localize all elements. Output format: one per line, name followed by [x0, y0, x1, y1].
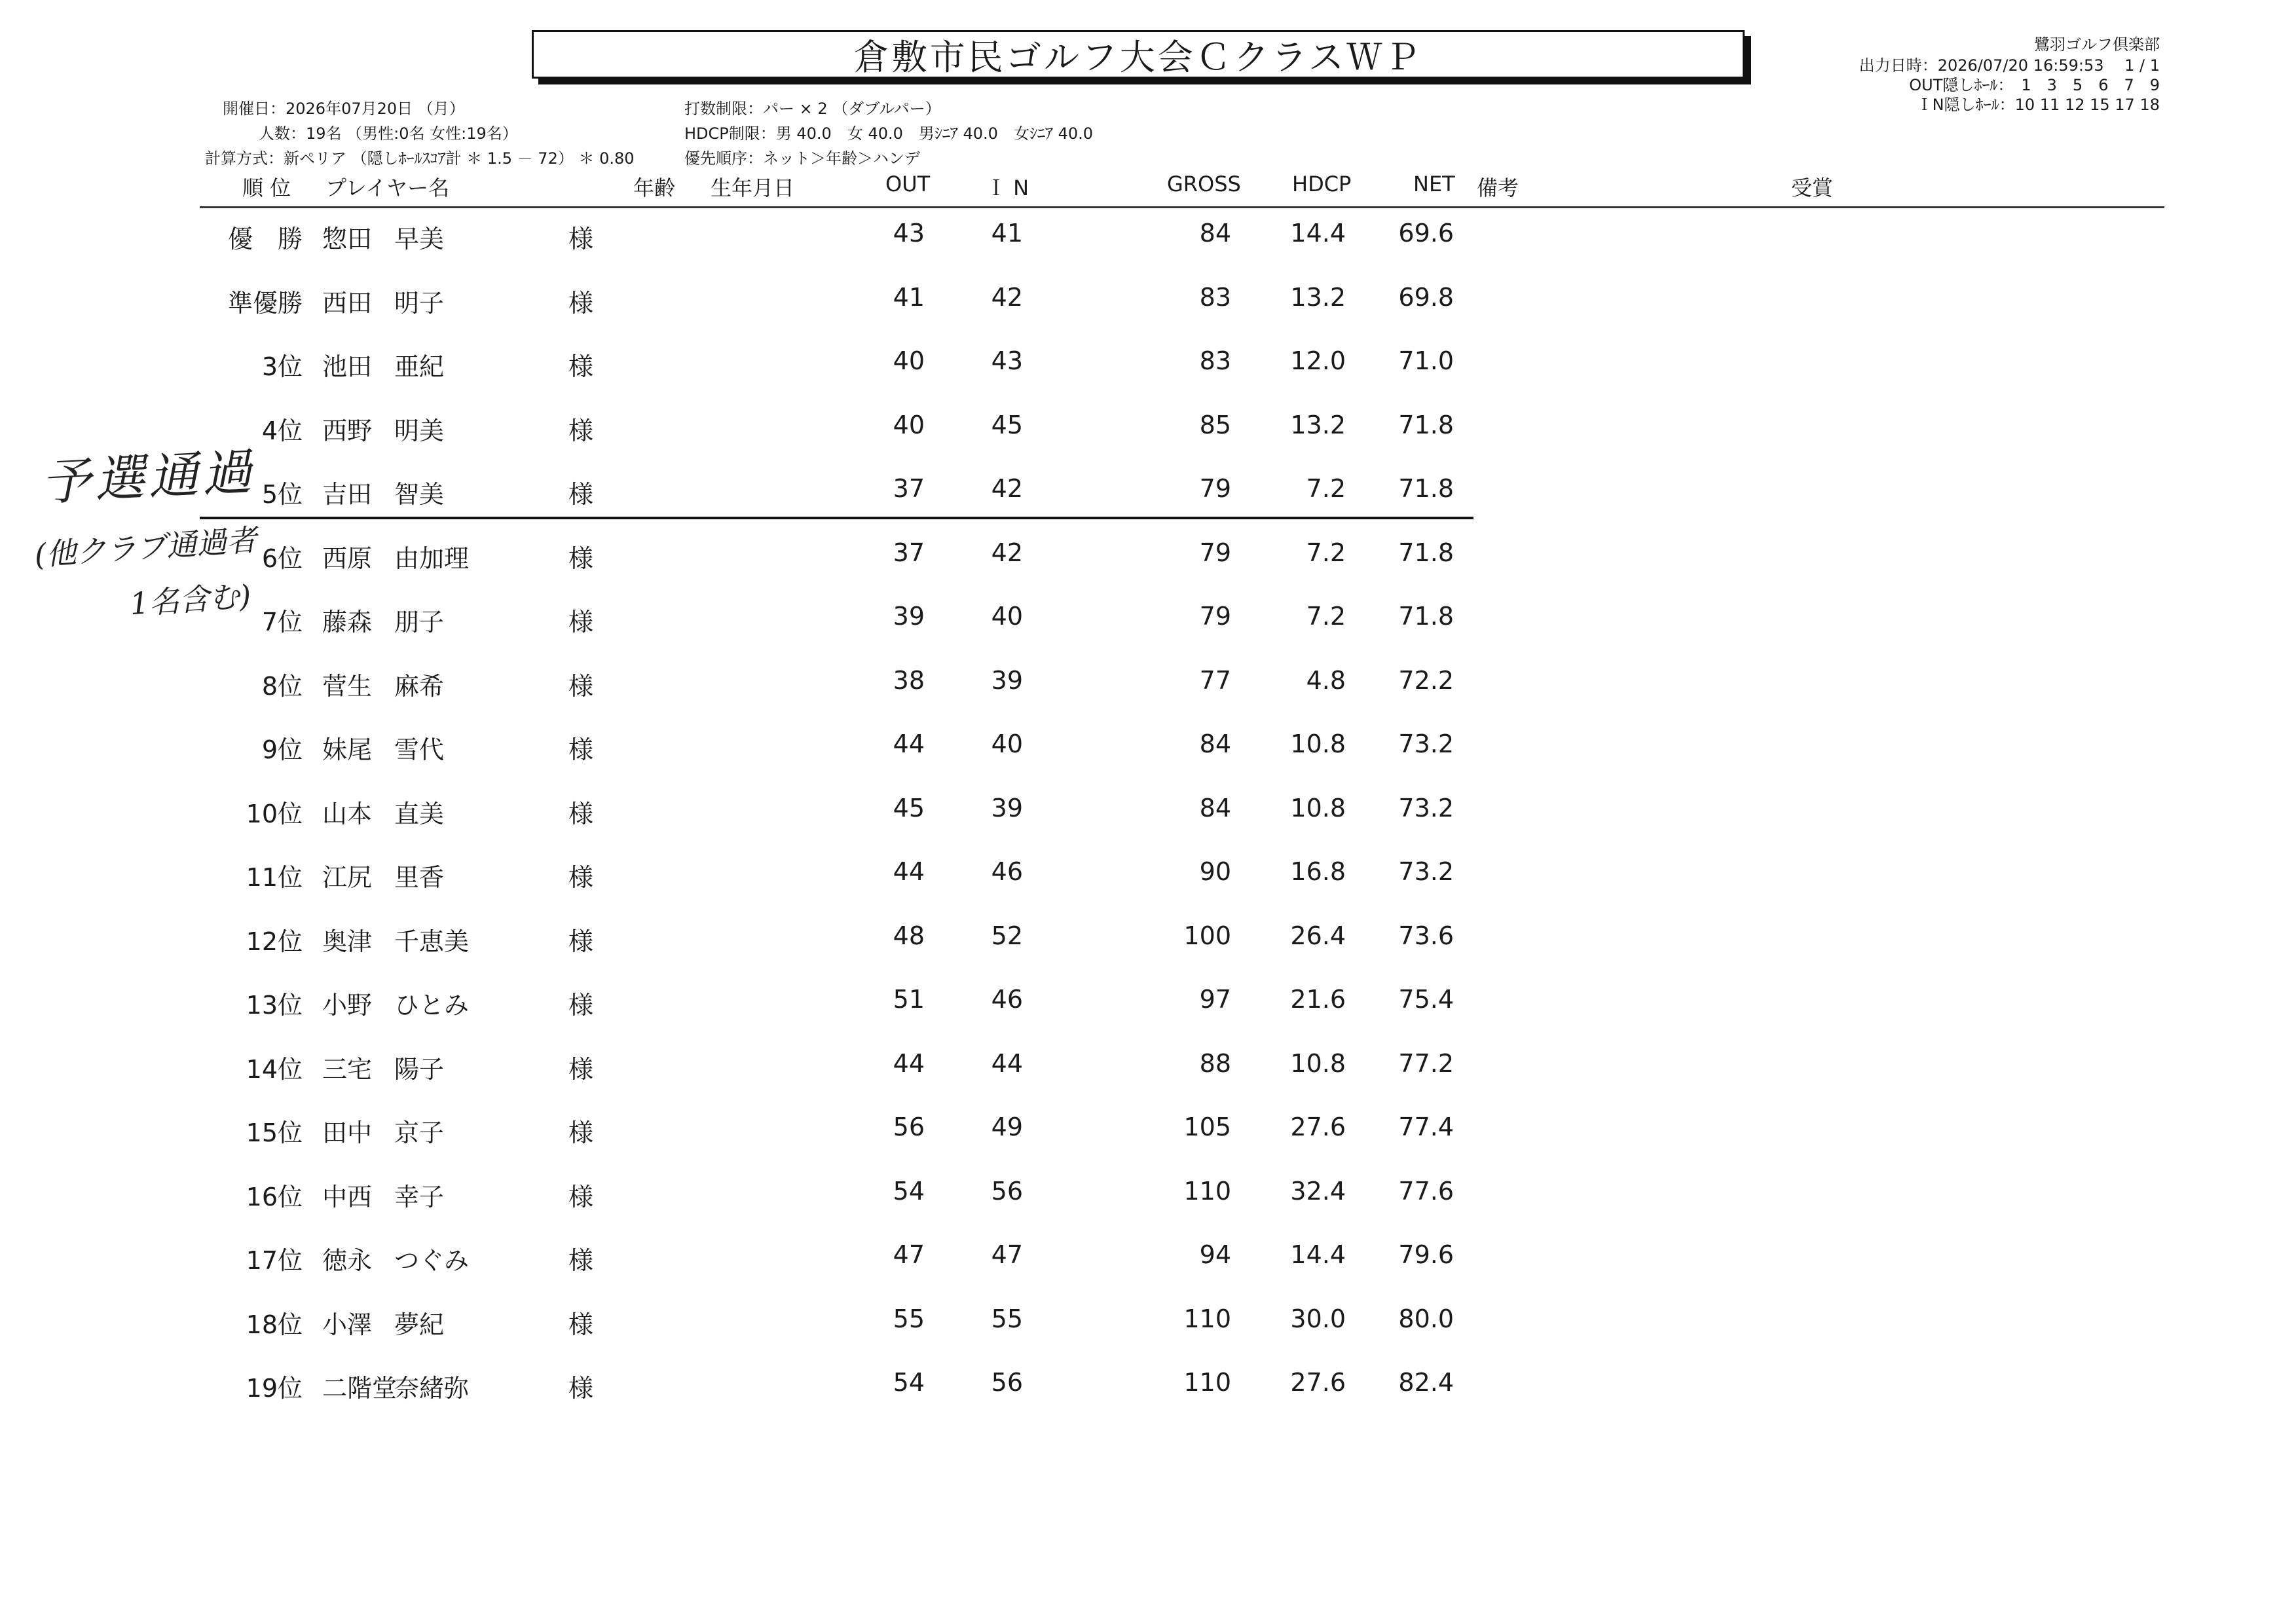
- last-name-cell: 西田: [322, 289, 373, 318]
- last-name-cell: 藤森: [322, 608, 373, 637]
- header-divider: [200, 206, 2164, 208]
- in-score-cell: 44: [991, 1049, 1023, 1078]
- event-date: 開催日：2026年07月20日 （月）: [223, 100, 465, 118]
- gross-score-cell: 79: [1199, 474, 1231, 503]
- rank-cell: 優 勝: [227, 225, 303, 253]
- first-name-cell: 早美: [394, 225, 445, 253]
- hdcp-cell: 4.8: [1306, 666, 1346, 695]
- rank-cell: 8位: [261, 672, 303, 701]
- in-score-cell: 49: [991, 1113, 1023, 1141]
- gross-score-cell: 90: [1199, 857, 1231, 886]
- net-score-cell: 77.4: [1398, 1113, 1454, 1141]
- hdcp-limit: HDCP制限：男 40.0 女 40.0 男ｼﾆｱ 40.0 女ｼﾆｱ 40.0: [684, 124, 1094, 143]
- gross-score-cell: 84: [1199, 729, 1231, 758]
- rank-cell: 7位: [261, 608, 303, 637]
- honorific-cell: 様: [568, 927, 594, 956]
- honorific-cell: 様: [568, 800, 594, 828]
- rank-cell: 11位: [246, 863, 303, 892]
- in-score-cell: 46: [991, 857, 1023, 886]
- gross-score-cell: 84: [1199, 219, 1231, 248]
- hdcp-cell: 21.6: [1290, 985, 1346, 1014]
- gross-score-cell: 79: [1199, 602, 1231, 631]
- net-score-cell: 71.8: [1398, 474, 1454, 503]
- last-name-cell: 菅生: [322, 672, 373, 701]
- out-score-cell: 54: [893, 1368, 925, 1397]
- last-name-cell: 奥津: [322, 927, 373, 956]
- rank-cell: 17位: [246, 1246, 303, 1275]
- first-name-cell: 千恵美: [394, 927, 470, 956]
- in-hidden-holes: ＩN隠しﾎｰﾙ：10 11 12 15 17 18: [1916, 96, 2160, 114]
- honorific-cell: 様: [568, 1055, 594, 1084]
- last-name-cell: 江尻: [322, 863, 373, 892]
- gross-score-cell: 79: [1199, 538, 1231, 567]
- handwritten-other-club-note: (他クラブ通過者: [33, 522, 258, 573]
- net-score-cell: 71.8: [1398, 538, 1454, 567]
- last-name-cell: 小澤: [322, 1310, 373, 1339]
- out-hidden-holes: OUT隠しﾎｰﾙ： 1 3 5 6 7 9: [1909, 76, 2160, 94]
- hdcp-cell: 27.6: [1290, 1113, 1346, 1141]
- out-score-cell: 45: [893, 794, 925, 822]
- first-name-cell: 直美: [394, 800, 445, 828]
- last-name-cell: 田中: [322, 1118, 373, 1147]
- net-score-cell: 73.6: [1398, 921, 1454, 950]
- rank-cell: 15位: [246, 1118, 303, 1147]
- net-score-cell: 72.2: [1398, 666, 1454, 695]
- hdcp-cell: 13.2: [1290, 411, 1346, 439]
- first-name-cell: 由加理: [394, 544, 470, 573]
- net-score-cell: 77.6: [1398, 1177, 1454, 1206]
- in-score-cell: 39: [991, 794, 1023, 822]
- rank-cell: 5位: [261, 480, 303, 509]
- last-name-cell: 山本: [322, 800, 373, 828]
- in-score-cell: 52: [991, 921, 1023, 950]
- first-name-cell: 亜紀: [394, 352, 445, 381]
- rank-cell: 10位: [246, 800, 303, 828]
- out-score-cell: 44: [893, 857, 925, 886]
- gross-score-cell: 83: [1199, 283, 1231, 312]
- rank-cell: 16位: [246, 1183, 303, 1211]
- honorific-cell: 様: [568, 672, 594, 701]
- header-net: NET: [1413, 172, 1455, 196]
- gross-score-cell: 110: [1183, 1177, 1231, 1206]
- first-name-cell: 明美: [394, 416, 445, 445]
- hdcp-cell: 7.2: [1306, 602, 1346, 631]
- out-score-cell: 37: [893, 538, 925, 567]
- honorific-cell: 様: [568, 1310, 594, 1339]
- out-score-cell: 43: [893, 219, 925, 248]
- gross-score-cell: 94: [1199, 1240, 1231, 1269]
- output-datetime: 出力日時：2026/07/20 16:59:53 1 / 1: [1859, 56, 2160, 75]
- hdcp-cell: 7.2: [1306, 538, 1346, 567]
- net-score-cell: 71.8: [1398, 411, 1454, 439]
- honorific-cell: 様: [568, 608, 594, 637]
- page-title: [532, 30, 1745, 79]
- in-score-cell: 56: [991, 1177, 1023, 1206]
- hdcp-cell: 10.8: [1290, 794, 1346, 822]
- hdcp-cell: 32.4: [1290, 1177, 1346, 1206]
- handwritten-count-note: 1名含む): [128, 578, 253, 622]
- out-score-cell: 40: [893, 411, 925, 439]
- in-score-cell: 56: [991, 1368, 1023, 1397]
- header-age: 年齢: [633, 175, 676, 200]
- net-score-cell: 77.2: [1398, 1049, 1454, 1078]
- in-score-cell: 39: [991, 666, 1023, 695]
- in-score-cell: 42: [991, 474, 1023, 503]
- out-score-cell: 47: [893, 1240, 925, 1269]
- header-hdcp: HDCP: [1292, 172, 1352, 196]
- gross-score-cell: 83: [1199, 346, 1231, 375]
- header-player: プレイヤー名: [325, 175, 450, 200]
- last-name-cell: 二階堂: [322, 1374, 398, 1403]
- gross-score-cell: 85: [1199, 411, 1231, 439]
- first-name-cell: 奈緒弥: [394, 1374, 470, 1403]
- participant-count: 人数：19名 （男性:0名 女性:19名）: [259, 124, 518, 143]
- gross-score-cell: 97: [1199, 985, 1231, 1014]
- out-score-cell: 48: [893, 921, 925, 950]
- priority-order: 優先順序：ネット＞年齢＞ハンデ: [684, 149, 920, 168]
- in-score-cell: 43: [991, 346, 1023, 375]
- last-name-cell: 妹尾: [322, 735, 373, 764]
- net-score-cell: 69.8: [1398, 283, 1454, 312]
- rank-cell: 18位: [246, 1310, 303, 1339]
- first-name-cell: 明子: [394, 289, 445, 318]
- first-name-cell: 京子: [394, 1118, 445, 1147]
- first-name-cell: 智美: [394, 480, 445, 509]
- in-score-cell: 40: [991, 602, 1023, 631]
- gross-score-cell: 84: [1199, 794, 1231, 822]
- last-name-cell: 徳永: [322, 1246, 373, 1275]
- honorific-cell: 様: [568, 1374, 594, 1403]
- honorific-cell: 様: [568, 863, 594, 892]
- rank-cell: 3位: [261, 352, 303, 381]
- header-rank: 順 位: [242, 175, 291, 200]
- hdcp-cell: 14.4: [1290, 219, 1346, 248]
- club-name: 鷺羽ゴルフ倶楽部: [2034, 35, 2160, 54]
- honorific-cell: 様: [568, 1118, 594, 1147]
- honorific-cell: 様: [568, 480, 594, 509]
- out-score-cell: 54: [893, 1177, 925, 1206]
- last-name-cell: 西原: [322, 544, 373, 573]
- title-text: 倉敷市民ゴルフ大会ＣクラスＷＰ: [853, 36, 1423, 78]
- gross-score-cell: 105: [1183, 1113, 1231, 1141]
- first-name-cell: 里香: [394, 863, 445, 892]
- last-name-cell: 小野: [322, 991, 373, 1020]
- in-score-cell: 55: [991, 1304, 1023, 1333]
- header-out: OUT: [885, 172, 931, 196]
- in-score-cell: 46: [991, 985, 1023, 1014]
- qualifier-cutoff-line: [200, 517, 1473, 519]
- gross-score-cell: 110: [1183, 1368, 1231, 1397]
- net-score-cell: 80.0: [1398, 1304, 1454, 1333]
- hdcp-cell: 10.8: [1290, 729, 1346, 758]
- gross-score-cell: 88: [1199, 1049, 1231, 1078]
- gross-score-cell: 110: [1183, 1304, 1231, 1333]
- net-score-cell: 79.6: [1398, 1240, 1454, 1269]
- out-score-cell: 56: [893, 1113, 925, 1141]
- hdcp-cell: 14.4: [1290, 1240, 1346, 1269]
- net-score-cell: 71.0: [1398, 346, 1454, 375]
- rank-cell: 4位: [261, 416, 303, 445]
- net-score-cell: 75.4: [1398, 985, 1454, 1014]
- honorific-cell: 様: [568, 416, 594, 445]
- last-name-cell: 三宅: [322, 1055, 373, 1084]
- in-score-cell: 42: [991, 283, 1023, 312]
- in-score-cell: 42: [991, 538, 1023, 567]
- out-score-cell: 38: [893, 666, 925, 695]
- honorific-cell: 様: [568, 289, 594, 318]
- rank-cell: 準優勝: [227, 289, 303, 318]
- in-score-cell: 40: [991, 729, 1023, 758]
- out-score-cell: 51: [893, 985, 925, 1014]
- last-name-cell: 西野: [322, 416, 373, 445]
- header-birthdate: 生年月日: [711, 175, 795, 200]
- rank-cell: 14位: [246, 1055, 303, 1084]
- handwritten-qualified-note: 予選通過: [39, 442, 257, 512]
- header-gross: GROSS: [1167, 172, 1241, 196]
- net-score-cell: 73.2: [1398, 857, 1454, 886]
- rank-cell: 9位: [261, 735, 303, 764]
- hdcp-cell: 30.0: [1290, 1304, 1346, 1333]
- header-remarks: 備考: [1477, 175, 1519, 200]
- first-name-cell: 幸子: [394, 1183, 445, 1211]
- header-award: 受賞: [1791, 175, 1834, 200]
- first-name-cell: 朋子: [394, 608, 445, 637]
- first-name-cell: 夢紀: [394, 1310, 445, 1339]
- last-name-cell: 惣田: [322, 225, 373, 253]
- first-name-cell: 陽子: [394, 1055, 445, 1084]
- out-score-cell: 44: [893, 1049, 925, 1078]
- in-score-cell: 47: [991, 1240, 1023, 1269]
- hdcp-cell: 26.4: [1290, 921, 1346, 950]
- net-score-cell: 69.6: [1398, 219, 1454, 248]
- hdcp-cell: 10.8: [1290, 1049, 1346, 1078]
- honorific-cell: 様: [568, 352, 594, 381]
- first-name-cell: ひとみ: [394, 991, 470, 1020]
- rank-cell: 6位: [261, 544, 303, 573]
- honorific-cell: 様: [568, 1183, 594, 1211]
- header-in: Ｉ N: [986, 175, 1029, 200]
- out-score-cell: 39: [893, 602, 925, 631]
- stroke-limit: 打数制限：パー × 2 （ダブルパー）: [684, 100, 941, 118]
- first-name-cell: 雪代: [394, 735, 445, 764]
- hdcp-cell: 12.0: [1290, 346, 1346, 375]
- rank-cell: 19位: [246, 1374, 303, 1403]
- net-score-cell: 82.4: [1398, 1368, 1454, 1397]
- gross-score-cell: 77: [1199, 666, 1231, 695]
- rank-cell: 12位: [246, 927, 303, 956]
- out-score-cell: 44: [893, 729, 925, 758]
- first-name-cell: つぐみ: [394, 1246, 470, 1275]
- honorific-cell: 様: [568, 544, 594, 573]
- out-score-cell: 40: [893, 346, 925, 375]
- honorific-cell: 様: [568, 735, 594, 764]
- hdcp-cell: 27.6: [1290, 1368, 1346, 1397]
- hdcp-cell: 16.8: [1290, 857, 1346, 886]
- last-name-cell: 中西: [322, 1183, 373, 1211]
- net-score-cell: 71.8: [1398, 602, 1454, 631]
- gross-score-cell: 100: [1183, 921, 1231, 950]
- last-name-cell: 吉田: [322, 480, 373, 509]
- calc-method: 計算方式：新ペリア （隠しﾎｰﾙｽｺｱ計 ＊ 1.5 － 72） ＊ 0.80: [205, 149, 635, 168]
- hdcp-cell: 13.2: [1290, 283, 1346, 312]
- out-score-cell: 37: [893, 474, 925, 503]
- first-name-cell: 麻希: [394, 672, 445, 701]
- in-score-cell: 45: [991, 411, 1023, 439]
- honorific-cell: 様: [568, 1246, 594, 1275]
- rank-cell: 13位: [246, 991, 303, 1020]
- honorific-cell: 様: [568, 225, 594, 253]
- out-score-cell: 55: [893, 1304, 925, 1333]
- net-score-cell: 73.2: [1398, 729, 1454, 758]
- hdcp-cell: 7.2: [1306, 474, 1346, 503]
- net-score-cell: 73.2: [1398, 794, 1454, 822]
- out-score-cell: 41: [893, 283, 925, 312]
- honorific-cell: 様: [568, 991, 594, 1020]
- last-name-cell: 池田: [322, 352, 373, 381]
- in-score-cell: 41: [991, 219, 1023, 248]
